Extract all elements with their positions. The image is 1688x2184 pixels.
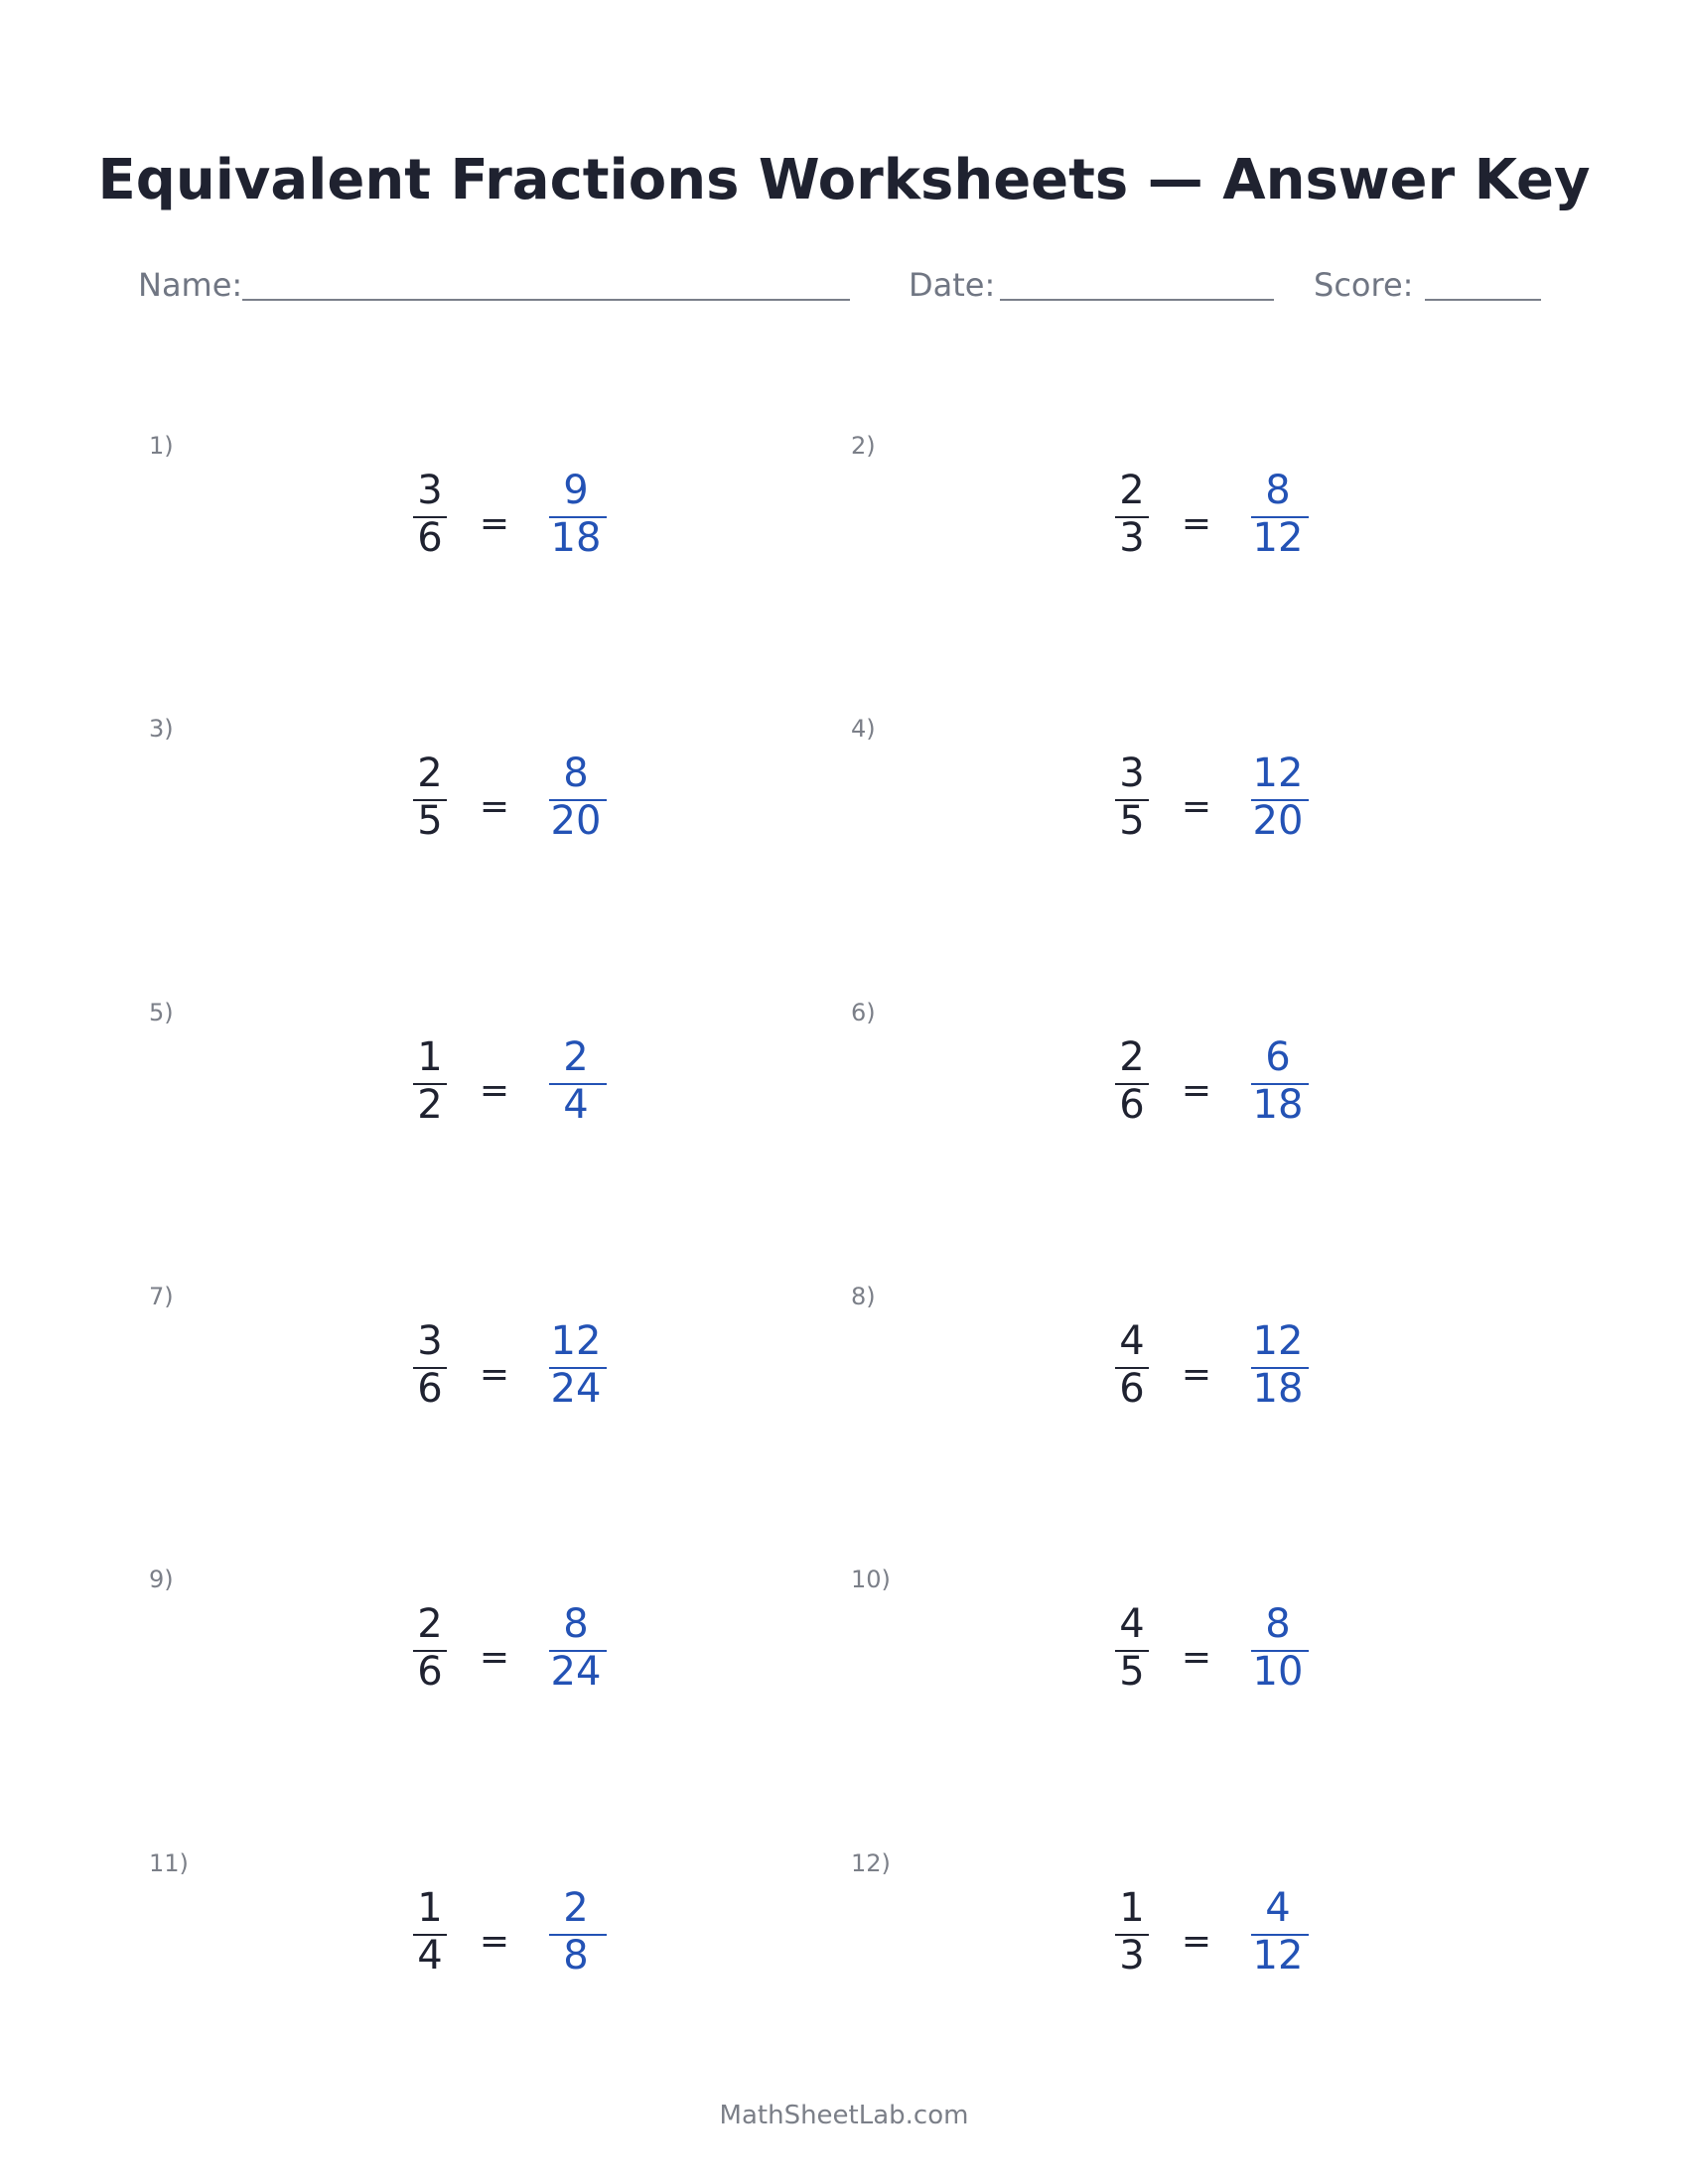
equals-sign: = <box>479 1921 510 1962</box>
question-fraction <box>380 1884 480 1989</box>
answer-denominator: 12 <box>1252 515 1304 561</box>
problem-12 <box>841 1848 1536 2047</box>
numerator: 2 <box>417 1601 443 1647</box>
answer-fraction <box>526 1033 626 1139</box>
answer-denominator: 8 <box>563 1933 589 1979</box>
answer-numerator: 4 <box>1265 1885 1291 1931</box>
answer-fraction <box>1228 750 1328 855</box>
answer-numerator: 8 <box>563 1601 589 1647</box>
problem-number: 12) <box>851 1849 891 1877</box>
footer-site: MathSheetLab.com <box>719 2101 969 2130</box>
answer-denominator: 18 <box>1252 1366 1304 1412</box>
denominator: 3 <box>1119 1933 1145 1979</box>
question-fraction <box>1082 467 1182 572</box>
equals-sign: = <box>479 1070 510 1111</box>
problem-number: 5) <box>149 999 174 1026</box>
equals-sign: = <box>1181 1070 1212 1111</box>
answer-denominator: 4 <box>563 1082 589 1128</box>
answer-numerator: 2 <box>563 1885 589 1931</box>
numerator: 4 <box>1119 1601 1145 1647</box>
denominator: 3 <box>1119 515 1145 561</box>
answer-denominator: 12 <box>1252 1933 1304 1979</box>
denominator: 6 <box>417 1366 443 1412</box>
numerator: 2 <box>417 751 443 796</box>
answer-fraction <box>526 1884 626 1989</box>
denominator: 5 <box>417 798 443 844</box>
answer-fraction <box>1228 1033 1328 1139</box>
answer-numerator: 12 <box>550 1318 602 1364</box>
numerator: 4 <box>1119 1318 1145 1364</box>
answer-fraction <box>526 750 626 855</box>
denominator: 2 <box>417 1082 443 1128</box>
numerator: 2 <box>1119 1034 1145 1080</box>
denominator: 5 <box>1119 798 1145 844</box>
answer-numerator: 8 <box>1265 1601 1291 1647</box>
question-fraction <box>380 750 480 855</box>
question-fraction <box>1082 1600 1182 1706</box>
problem-6 <box>841 998 1536 1196</box>
numerator: 1 <box>1119 1885 1145 1931</box>
name-line[interactable] <box>242 299 850 301</box>
problem-7 <box>139 1282 834 1480</box>
equals-sign: = <box>479 1354 510 1395</box>
question-fraction <box>380 1317 480 1423</box>
answer-numerator: 12 <box>1252 751 1304 796</box>
question-fraction <box>380 467 480 572</box>
problem-number: 8) <box>851 1283 876 1310</box>
answer-fraction <box>1228 1317 1328 1423</box>
name-label: Name: <box>138 266 243 304</box>
numerator: 1 <box>417 1885 443 1931</box>
denominator: 6 <box>417 515 443 561</box>
numerator: 2 <box>1119 468 1145 513</box>
problem-number: 1) <box>149 432 174 460</box>
problem-11 <box>139 1848 834 2047</box>
answer-numerator: 8 <box>1265 468 1291 513</box>
answer-denominator: 20 <box>1252 798 1304 844</box>
answer-denominator: 18 <box>550 515 602 561</box>
answer-fraction <box>526 1600 626 1706</box>
answer-numerator: 2 <box>563 1034 589 1080</box>
problem-number: 6) <box>851 999 876 1026</box>
denominator: 5 <box>1119 1649 1145 1695</box>
equals-sign: = <box>479 786 510 827</box>
answer-fraction <box>1228 467 1328 572</box>
answer-denominator: 18 <box>1252 1082 1304 1128</box>
problem-number: 3) <box>149 715 174 743</box>
score-label: Score: <box>1314 266 1414 304</box>
equals-sign: = <box>479 1637 510 1678</box>
problem-number: 4) <box>851 715 876 743</box>
problem-number: 9) <box>149 1566 174 1593</box>
question-fraction <box>380 1600 480 1706</box>
answer-numerator: 8 <box>563 751 589 796</box>
answer-fraction <box>526 467 626 572</box>
score-line[interactable] <box>1425 299 1541 301</box>
denominator: 6 <box>1119 1366 1145 1412</box>
answer-fraction <box>1228 1884 1328 1989</box>
answer-numerator: 6 <box>1265 1034 1291 1080</box>
answer-denominator: 10 <box>1252 1649 1304 1695</box>
date-line[interactable] <box>1000 299 1274 301</box>
problem-number: 2) <box>851 432 876 460</box>
equals-sign: = <box>1181 503 1212 544</box>
equals-sign: = <box>1181 1354 1212 1395</box>
problem-10 <box>841 1565 1536 1763</box>
question-fraction <box>1082 1317 1182 1423</box>
answer-fraction <box>1228 1600 1328 1706</box>
answer-numerator: 12 <box>1252 1318 1304 1364</box>
answer-denominator: 20 <box>550 798 602 844</box>
answer-fraction <box>526 1317 626 1423</box>
problem-number: 11) <box>149 1849 189 1877</box>
denominator: 6 <box>417 1649 443 1695</box>
numerator: 3 <box>1119 751 1145 796</box>
denominator: 4 <box>417 1933 443 1979</box>
problem-9 <box>139 1565 834 1763</box>
equals-sign: = <box>1181 786 1212 827</box>
problem-3 <box>139 714 834 912</box>
page-title: Equivalent Fractions Worksheets — Answer Key <box>97 148 1591 212</box>
problem-number: 10) <box>851 1566 891 1593</box>
numerator: 1 <box>417 1034 443 1080</box>
problem-number: 7) <box>149 1283 174 1310</box>
numerator: 3 <box>417 1318 443 1364</box>
question-fraction <box>1082 1884 1182 1989</box>
problem-4 <box>841 714 1536 912</box>
problem-5 <box>139 998 834 1196</box>
problem-2 <box>841 431 1536 629</box>
answer-numerator: 9 <box>563 468 589 513</box>
question-fraction <box>1082 1033 1182 1139</box>
question-fraction <box>1082 750 1182 855</box>
date-label: Date: <box>909 266 996 304</box>
problem-1 <box>139 431 834 629</box>
answer-denominator: 24 <box>550 1366 602 1412</box>
numerator: 3 <box>417 468 443 513</box>
denominator: 6 <box>1119 1082 1145 1128</box>
problem-8 <box>841 1282 1536 1480</box>
question-fraction <box>380 1033 480 1139</box>
answer-denominator: 24 <box>550 1649 602 1695</box>
equals-sign: = <box>479 503 510 544</box>
equals-sign: = <box>1181 1637 1212 1678</box>
equals-sign: = <box>1181 1921 1212 1962</box>
